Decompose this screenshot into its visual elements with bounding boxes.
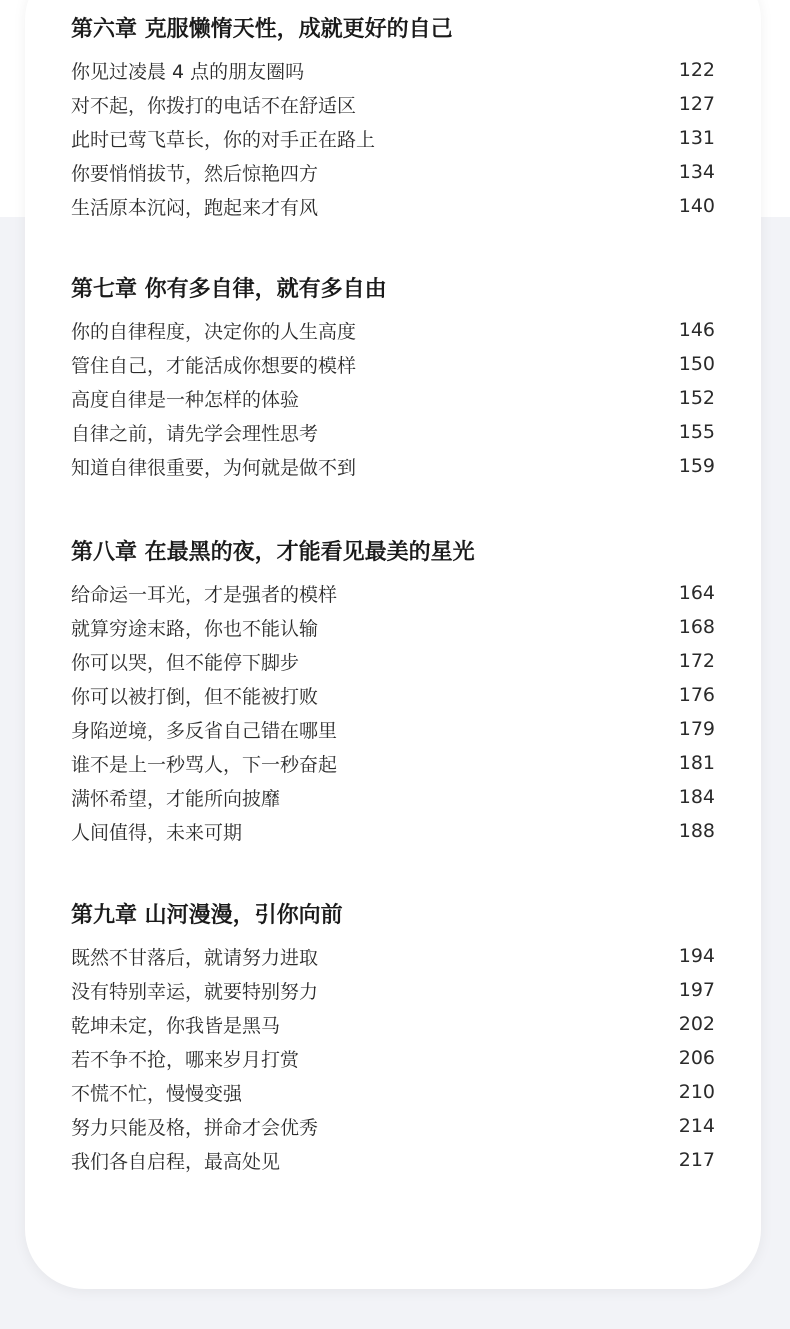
entry-page-number: 179 — [678, 718, 715, 740]
toc-entry[interactable] — [71, 712, 715, 746]
toc-entry[interactable] — [71, 678, 715, 712]
chapter-8 — [71, 538, 715, 848]
entry-page-number: 181 — [678, 752, 715, 774]
toc-entry[interactable] — [71, 313, 715, 347]
entry-title: 你可以哭，但不能停下脚步 — [71, 651, 300, 674]
entry-page-number: 217 — [678, 1149, 715, 1171]
entry-page-number: 184 — [678, 786, 715, 808]
entry-title: 乾坤未定，你我皆是黑马 — [71, 1014, 281, 1037]
entry-title: 你的自律程度，决定你的人生高度 — [71, 320, 357, 343]
entry-title: 满怀希望，才能所向披靡 — [71, 787, 281, 810]
toc-entry[interactable] — [71, 973, 715, 1007]
toc-entry[interactable] — [71, 1075, 715, 1109]
toc-entry[interactable] — [71, 347, 715, 381]
entry-title: 我们各自启程，最高处见 — [71, 1150, 281, 1173]
entry-title: 给命运一耳光，才是强者的模样 — [71, 583, 338, 606]
entry-page-number: 168 — [678, 616, 715, 638]
toc-entry[interactable] — [71, 1109, 715, 1143]
entry-title: 自律之前，请先学会理性思考 — [71, 422, 319, 445]
toc-entry[interactable] — [71, 87, 715, 121]
entry-title: 既然不甘落后，就请努力进取 — [71, 946, 319, 969]
toc-entry[interactable] — [71, 53, 715, 87]
entry-page-number: 152 — [678, 387, 715, 409]
toc-entry[interactable] — [71, 746, 715, 780]
toc-entry[interactable] — [71, 381, 715, 415]
toc-entry[interactable] — [71, 1143, 715, 1177]
toc-entry[interactable] — [71, 155, 715, 189]
entry-title: 谁不是上一秒骂人，下一秒奋起 — [71, 753, 338, 776]
chapter-9 — [71, 901, 715, 1177]
chapter-7 — [71, 275, 715, 483]
entry-title: 知道自律很重要，为何就是做不到 — [71, 456, 357, 479]
entry-title: 你见过凌晨 4 点的朋友圈吗 — [71, 60, 305, 83]
chapter-title: 第六章 克服懒惰天性，成就更好的自己 — [71, 17, 453, 42]
entry-title: 你要悄悄拔节，然后惊艳四方 — [71, 162, 319, 185]
toc-entry[interactable] — [71, 1007, 715, 1041]
toc-entry[interactable] — [71, 1041, 715, 1075]
entry-title: 若不争不抢，哪来岁月打赏 — [71, 1048, 300, 1071]
entry-title: 人间值得，未来可期 — [71, 821, 243, 844]
entry-page-number: 159 — [678, 455, 715, 477]
entry-page-number: 206 — [678, 1047, 715, 1069]
toc-entry[interactable] — [71, 814, 715, 848]
entry-page-number: 131 — [678, 127, 715, 149]
toc-entry[interactable] — [71, 939, 715, 973]
toc-entry[interactable] — [71, 121, 715, 155]
entry-page-number: 127 — [678, 93, 715, 115]
entry-page-number: 194 — [678, 945, 715, 967]
entry-title: 就算穷途末路，你也不能认输 — [71, 617, 319, 640]
toc-entry[interactable] — [71, 415, 715, 449]
chapter-6 — [71, 15, 715, 223]
entry-page-number: 140 — [678, 195, 715, 217]
chapter-title: 第七章 你有多自律，就有多自由 — [71, 277, 387, 302]
toc-entry[interactable] — [71, 189, 715, 223]
entry-page-number: 155 — [678, 421, 715, 443]
entry-page-number: 176 — [678, 684, 715, 706]
entry-title: 此时已莺飞草长，你的对手正在路上 — [71, 128, 376, 151]
entry-title: 高度自律是一种怎样的体验 — [71, 388, 300, 411]
entry-title: 管住自己，才能活成你想要的模样 — [71, 354, 357, 377]
entry-title: 努力只能及格，拼命才会优秀 — [71, 1116, 319, 1139]
entry-page-number: 134 — [678, 161, 715, 183]
entry-page-number: 197 — [678, 979, 715, 1001]
entry-title: 不慌不忙，慢慢变强 — [71, 1082, 243, 1105]
table-of-contents-card — [25, 0, 761, 1289]
entry-page-number: 150 — [678, 353, 715, 375]
entry-page-number: 122 — [678, 59, 715, 81]
toc-entry[interactable] — [71, 780, 715, 814]
entry-page-number: 202 — [678, 1013, 715, 1035]
entry-title: 对不起，你拨打的电话不在舒适区 — [71, 94, 357, 117]
entry-title: 生活原本沉闷，跑起来才有风 — [71, 196, 319, 219]
entry-page-number: 172 — [678, 650, 715, 672]
chapter-title: 第九章 山河漫漫，引你向前 — [71, 903, 343, 928]
toc-entry[interactable] — [71, 610, 715, 644]
toc-entry[interactable] — [71, 576, 715, 610]
entry-page-number: 188 — [678, 820, 715, 842]
entry-title: 你可以被打倒，但不能被打败 — [71, 685, 319, 708]
chapter-title: 第八章 在最黑的夜，才能看见最美的星光 — [71, 540, 475, 565]
entry-page-number: 214 — [678, 1115, 715, 1137]
entry-title: 身陷逆境，多反省自己错在哪里 — [71, 719, 338, 742]
entry-page-number: 164 — [678, 582, 715, 604]
entry-page-number: 210 — [678, 1081, 715, 1103]
entry-page-number: 146 — [678, 319, 715, 341]
entry-title: 没有特别幸运，就要特别努力 — [71, 980, 319, 1003]
toc-entry[interactable] — [71, 644, 715, 678]
toc-entry[interactable] — [71, 449, 715, 483]
